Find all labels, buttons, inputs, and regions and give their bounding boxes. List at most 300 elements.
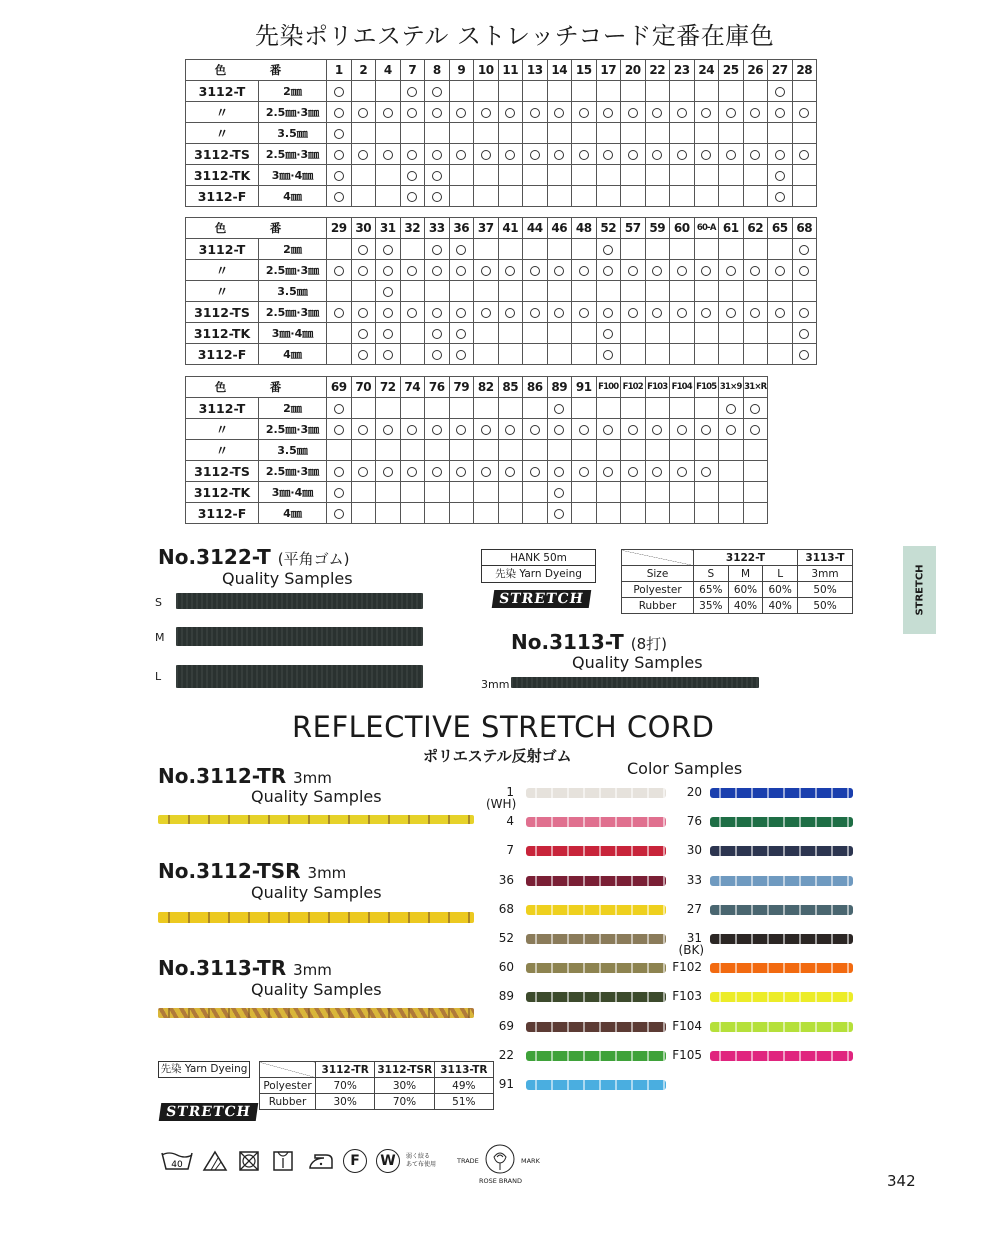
in-stock-mark bbox=[383, 350, 393, 360]
stock-cell bbox=[351, 344, 376, 365]
stock-cell bbox=[351, 503, 376, 524]
in-stock-mark bbox=[432, 350, 442, 360]
stock-cell bbox=[498, 186, 523, 207]
stock-cell bbox=[449, 461, 474, 482]
in-stock-mark bbox=[799, 308, 809, 318]
in-stock-mark bbox=[432, 108, 442, 118]
stock-cell bbox=[743, 482, 768, 503]
stock-cell bbox=[523, 461, 548, 482]
table-row bbox=[186, 165, 817, 186]
color-code-label: F103 bbox=[672, 989, 702, 1004]
spec-poly: 60% bbox=[728, 582, 763, 598]
stock-cell bbox=[547, 440, 572, 461]
stock-cell bbox=[547, 81, 572, 102]
stock-cell bbox=[351, 323, 376, 344]
stock-cell bbox=[768, 302, 793, 323]
product-size: 2㎜ bbox=[259, 81, 327, 102]
color-code-label: F105 bbox=[672, 1047, 702, 1062]
in-stock-mark bbox=[603, 108, 613, 118]
stock-cell bbox=[768, 165, 793, 186]
stock-cell bbox=[743, 398, 768, 419]
dryclean-f-icon: F bbox=[343, 1149, 367, 1173]
in-stock-mark bbox=[358, 329, 368, 339]
availability-table-3 bbox=[185, 376, 768, 524]
stock-cell bbox=[645, 165, 670, 186]
in-stock-mark bbox=[652, 308, 662, 318]
stock-cell bbox=[768, 144, 793, 165]
in-stock-mark bbox=[799, 266, 809, 276]
color-number: 62 bbox=[743, 218, 768, 239]
stock-cell bbox=[400, 440, 425, 461]
stock-cell bbox=[596, 302, 621, 323]
in-stock-mark bbox=[407, 192, 417, 202]
page-number: 342 bbox=[887, 1172, 916, 1190]
color-number: 31×9 bbox=[719, 377, 744, 398]
stock-cell bbox=[400, 81, 425, 102]
stock-cell bbox=[621, 398, 646, 419]
stock-cell bbox=[792, 281, 817, 302]
stock-cell bbox=[670, 81, 695, 102]
stock-cell bbox=[572, 419, 597, 440]
in-stock-mark bbox=[334, 467, 344, 477]
in-stock-mark bbox=[677, 266, 687, 276]
stock-cell bbox=[743, 81, 768, 102]
table-row bbox=[186, 323, 817, 344]
in-stock-mark bbox=[358, 108, 368, 118]
in-stock-mark bbox=[407, 171, 417, 181]
color-cord-sample bbox=[526, 1022, 666, 1032]
in-stock-mark bbox=[603, 308, 613, 318]
stock-cell bbox=[768, 281, 793, 302]
stock-cell bbox=[474, 165, 499, 186]
product-3113-size: 3mm bbox=[481, 678, 510, 691]
stock-cell bbox=[523, 281, 548, 302]
color-code-label: 69 bbox=[498, 1018, 514, 1033]
stock-cell bbox=[327, 239, 352, 260]
spec-head: 3112-TR bbox=[316, 1062, 375, 1078]
in-stock-mark bbox=[505, 108, 515, 118]
stock-cell bbox=[474, 81, 499, 102]
color-samples-label: Color Samples bbox=[627, 759, 743, 778]
color-number: 33 bbox=[425, 218, 450, 239]
color-number: 30 bbox=[351, 218, 376, 239]
stock-cell bbox=[572, 186, 597, 207]
stock-cell bbox=[376, 123, 401, 144]
stock-cell bbox=[547, 323, 572, 344]
stock-cell bbox=[474, 419, 499, 440]
stock-cell bbox=[327, 302, 352, 323]
stock-cell bbox=[474, 302, 499, 323]
stock-cell bbox=[523, 398, 548, 419]
product-code: 3112-T bbox=[186, 239, 259, 260]
stock-cell bbox=[351, 398, 376, 419]
color-code-label: 68 bbox=[498, 901, 514, 916]
care-notes: 弱く絞る あて布使用 bbox=[406, 1153, 437, 1168]
in-stock-mark bbox=[775, 266, 785, 276]
stock-cell bbox=[719, 144, 744, 165]
in-stock-mark bbox=[358, 350, 368, 360]
color-number: 27 bbox=[768, 60, 793, 81]
color-cord-sample bbox=[526, 1080, 666, 1090]
color-number: 15 bbox=[572, 60, 597, 81]
spec-poly: 70% bbox=[316, 1078, 375, 1094]
stock-cell bbox=[351, 302, 376, 323]
in-stock-mark bbox=[456, 425, 466, 435]
color-number: 11 bbox=[498, 60, 523, 81]
stock-cell bbox=[645, 344, 670, 365]
stock-cell bbox=[572, 461, 597, 482]
color-number: 79 bbox=[449, 377, 474, 398]
product-size: 4㎜ bbox=[259, 344, 327, 365]
in-stock-mark bbox=[701, 467, 711, 477]
in-stock-mark bbox=[652, 108, 662, 118]
in-stock-mark bbox=[383, 425, 393, 435]
stock-cell bbox=[596, 123, 621, 144]
yarn-dyeing-box: 先染 Yarn Dyeing bbox=[158, 1061, 250, 1078]
color-number: 69 bbox=[327, 377, 352, 398]
stock-cell bbox=[376, 260, 401, 281]
trademark-trade: TRADE bbox=[457, 1157, 479, 1165]
product-size: 3.5㎜ bbox=[259, 123, 327, 144]
stock-cell bbox=[621, 281, 646, 302]
in-stock-mark bbox=[701, 150, 711, 160]
stock-cell bbox=[449, 344, 474, 365]
stock-cell bbox=[523, 239, 548, 260]
stock-cell bbox=[694, 123, 719, 144]
stock-cell bbox=[425, 102, 450, 123]
color-number: 91 bbox=[572, 377, 597, 398]
spec-size: L bbox=[763, 566, 798, 582]
in-stock-mark bbox=[456, 108, 466, 118]
color-number: 17 bbox=[596, 60, 621, 81]
cord-sample-3112-tsr bbox=[158, 912, 474, 923]
stock-cell bbox=[498, 344, 523, 365]
stock-cell bbox=[327, 419, 352, 440]
stock-cell bbox=[523, 302, 548, 323]
color-number: 44 bbox=[523, 218, 548, 239]
stock-cell bbox=[376, 81, 401, 102]
in-stock-mark bbox=[456, 245, 466, 255]
stock-cell bbox=[768, 323, 793, 344]
stock-cell bbox=[425, 398, 450, 419]
stock-cell bbox=[743, 503, 768, 524]
stock-cell bbox=[425, 482, 450, 503]
color-number: 4 bbox=[376, 60, 401, 81]
in-stock-mark bbox=[628, 150, 638, 160]
color-code-label: 31 bbox=[686, 931, 702, 945]
color-number: 72 bbox=[376, 377, 401, 398]
table-row bbox=[186, 102, 817, 123]
stock-cell bbox=[743, 144, 768, 165]
stock-cell bbox=[694, 344, 719, 365]
product-code: 3112-T bbox=[186, 81, 259, 102]
stock-cell bbox=[498, 239, 523, 260]
color-code-sublabel: (BK) bbox=[678, 943, 704, 957]
stock-cell bbox=[645, 144, 670, 165]
product-3112-tsr-title: No.3112-TSR 3mm bbox=[158, 859, 347, 883]
stock-cell bbox=[572, 81, 597, 102]
in-stock-mark bbox=[530, 467, 540, 477]
spec-size: S bbox=[694, 566, 729, 582]
color-code-label: 30 bbox=[686, 843, 702, 858]
stock-cell bbox=[670, 482, 695, 503]
stock-cell bbox=[425, 323, 450, 344]
stock-cell bbox=[694, 440, 719, 461]
product-code: 3112-TK bbox=[186, 165, 259, 186]
color-number: 14 bbox=[547, 60, 572, 81]
stock-cell bbox=[645, 398, 670, 419]
stock-cell bbox=[425, 186, 450, 207]
in-stock-mark bbox=[456, 150, 466, 160]
stock-cell bbox=[719, 81, 744, 102]
in-stock-mark bbox=[726, 108, 736, 118]
table-row bbox=[186, 344, 817, 365]
in-stock-mark bbox=[750, 404, 760, 414]
product-size: 3㎜·4㎜ bbox=[259, 165, 327, 186]
color-cord-sample bbox=[526, 963, 666, 973]
product-code: 3112-TS bbox=[186, 144, 259, 165]
stock-cell bbox=[596, 144, 621, 165]
stock-cell bbox=[719, 398, 744, 419]
stock-cell bbox=[425, 81, 450, 102]
stock-cell bbox=[645, 503, 670, 524]
stock-cell bbox=[523, 344, 548, 365]
stock-cell bbox=[596, 281, 621, 302]
availability-table-2 bbox=[185, 217, 817, 365]
spec-poly: 49% bbox=[434, 1078, 493, 1094]
stock-cell bbox=[351, 461, 376, 482]
stock-cell bbox=[449, 419, 474, 440]
color-number: 52 bbox=[596, 218, 621, 239]
in-stock-mark bbox=[358, 467, 368, 477]
in-stock-mark bbox=[432, 192, 442, 202]
stock-cell bbox=[719, 102, 744, 123]
stock-cell bbox=[572, 102, 597, 123]
stock-cell bbox=[694, 260, 719, 281]
table-row bbox=[186, 440, 768, 461]
table-header-row bbox=[186, 377, 768, 398]
in-stock-mark bbox=[579, 467, 589, 477]
stock-cell bbox=[327, 503, 352, 524]
table-header-row bbox=[186, 60, 817, 81]
in-stock-mark bbox=[579, 425, 589, 435]
stock-cell bbox=[327, 144, 352, 165]
stock-cell bbox=[547, 165, 572, 186]
color-number: 89 bbox=[547, 377, 572, 398]
color-cord-sample bbox=[710, 963, 853, 973]
in-stock-mark bbox=[432, 150, 442, 160]
in-stock-mark bbox=[334, 108, 344, 118]
in-stock-mark bbox=[334, 425, 344, 435]
stock-cell bbox=[400, 482, 425, 503]
color-code-label: 60 bbox=[498, 960, 514, 975]
color-number: F102 bbox=[621, 377, 646, 398]
stock-cell bbox=[327, 323, 352, 344]
in-stock-mark bbox=[652, 150, 662, 160]
spec-rubber: 40% bbox=[763, 598, 798, 614]
stock-cell bbox=[645, 482, 670, 503]
in-stock-mark bbox=[701, 108, 711, 118]
color-number: 13 bbox=[523, 60, 548, 81]
color-code-label: 4 bbox=[506, 814, 514, 829]
stock-cell bbox=[743, 281, 768, 302]
stock-cell bbox=[645, 123, 670, 144]
stock-cell bbox=[449, 440, 474, 461]
product-code: 〃 bbox=[186, 419, 259, 440]
stock-cell bbox=[523, 102, 548, 123]
color-cord-sample bbox=[526, 817, 666, 827]
color-number: 37 bbox=[474, 218, 499, 239]
stock-cell bbox=[719, 239, 744, 260]
stock-cell bbox=[670, 461, 695, 482]
stock-cell bbox=[449, 81, 474, 102]
product-3113-quality-label: Quality Samples bbox=[572, 653, 703, 672]
stock-cell bbox=[474, 260, 499, 281]
spec-poly: 65% bbox=[694, 582, 729, 598]
stock-cell bbox=[547, 344, 572, 365]
in-stock-mark bbox=[505, 266, 515, 276]
stock-cell bbox=[449, 503, 474, 524]
in-stock-mark bbox=[750, 150, 760, 160]
stock-cell bbox=[449, 186, 474, 207]
stock-cell bbox=[498, 123, 523, 144]
in-stock-mark bbox=[383, 287, 393, 297]
stock-cell bbox=[474, 281, 499, 302]
stock-cell bbox=[694, 165, 719, 186]
stock-cell bbox=[645, 81, 670, 102]
stock-cell bbox=[523, 165, 548, 186]
in-stock-mark bbox=[481, 108, 491, 118]
stock-cell bbox=[792, 123, 817, 144]
color-cord-sample bbox=[710, 905, 853, 915]
stock-cell bbox=[523, 482, 548, 503]
in-stock-mark bbox=[334, 266, 344, 276]
stock-cell bbox=[719, 503, 744, 524]
color-number: 24 bbox=[694, 60, 719, 81]
iron-icon bbox=[307, 1150, 335, 1172]
in-stock-mark bbox=[775, 308, 785, 318]
spec-rubber: 70% bbox=[375, 1094, 434, 1110]
in-stock-mark bbox=[481, 308, 491, 318]
color-cord-sample bbox=[526, 992, 666, 1002]
stock-cell bbox=[768, 81, 793, 102]
in-stock-mark bbox=[628, 467, 638, 477]
stock-cell bbox=[327, 482, 352, 503]
spec-rubber: 35% bbox=[694, 598, 729, 614]
stock-cell bbox=[670, 260, 695, 281]
stock-cell bbox=[449, 102, 474, 123]
stock-cell bbox=[425, 165, 450, 186]
in-stock-mark bbox=[432, 171, 442, 181]
in-stock-mark bbox=[481, 150, 491, 160]
product-size: 2.5㎜·3㎜ bbox=[259, 144, 327, 165]
spec-poly: 60% bbox=[763, 582, 798, 598]
table-row bbox=[186, 461, 768, 482]
stock-cell bbox=[621, 323, 646, 344]
in-stock-mark bbox=[799, 245, 809, 255]
stock-cell bbox=[523, 419, 548, 440]
stock-cell bbox=[425, 344, 450, 365]
stock-cell bbox=[694, 144, 719, 165]
trademark-brand: ROSE BRAND bbox=[479, 1177, 522, 1185]
stock-cell bbox=[327, 461, 352, 482]
stock-cell bbox=[694, 503, 719, 524]
stock-cell bbox=[425, 144, 450, 165]
stock-cell bbox=[376, 302, 401, 323]
stock-cell bbox=[376, 461, 401, 482]
stock-cell bbox=[474, 144, 499, 165]
color-number: 8 bbox=[425, 60, 450, 81]
stock-cell bbox=[400, 260, 425, 281]
in-stock-mark bbox=[505, 467, 515, 477]
stock-cell bbox=[572, 323, 597, 344]
stock-cell bbox=[547, 239, 572, 260]
in-stock-mark bbox=[750, 108, 760, 118]
product-code: 〃 bbox=[186, 440, 259, 461]
in-stock-mark bbox=[677, 108, 687, 118]
in-stock-mark bbox=[358, 245, 368, 255]
color-cord-sample bbox=[710, 992, 853, 1002]
stock-cell bbox=[449, 323, 474, 344]
stock-cell bbox=[498, 302, 523, 323]
in-stock-mark bbox=[334, 192, 344, 202]
stock-cell bbox=[449, 123, 474, 144]
stock-cell bbox=[621, 503, 646, 524]
spec-rubber: 51% bbox=[434, 1094, 493, 1110]
stock-cell bbox=[523, 440, 548, 461]
color-code-label: F102 bbox=[672, 960, 702, 975]
in-stock-mark bbox=[505, 150, 515, 160]
stock-cell bbox=[645, 239, 670, 260]
stock-cell bbox=[719, 440, 744, 461]
table-row bbox=[186, 239, 817, 260]
in-stock-mark bbox=[652, 467, 662, 477]
in-stock-mark bbox=[407, 108, 417, 118]
stock-cell bbox=[547, 461, 572, 482]
in-stock-mark bbox=[726, 425, 736, 435]
in-stock-mark bbox=[456, 467, 466, 477]
in-stock-mark bbox=[726, 308, 736, 318]
color-cord-sample bbox=[710, 876, 853, 886]
color-number: 23 bbox=[670, 60, 695, 81]
stock-cell bbox=[351, 482, 376, 503]
stock-cell bbox=[670, 239, 695, 260]
in-stock-mark bbox=[579, 108, 589, 118]
stock-cell bbox=[327, 344, 352, 365]
stock-cell bbox=[376, 419, 401, 440]
in-stock-mark bbox=[554, 308, 564, 318]
in-stock-mark bbox=[652, 425, 662, 435]
in-stock-mark bbox=[383, 108, 393, 118]
in-stock-mark bbox=[554, 150, 564, 160]
in-stock-mark bbox=[334, 308, 344, 318]
stock-cell bbox=[719, 302, 744, 323]
stock-cell bbox=[743, 461, 768, 482]
product-3112-tr-title: No.3112-TR 3mm bbox=[158, 764, 332, 788]
stock-cell bbox=[743, 239, 768, 260]
stock-cell bbox=[547, 144, 572, 165]
table-row bbox=[186, 186, 817, 207]
color-number: 46 bbox=[547, 218, 572, 239]
spec-size: 3mm bbox=[798, 566, 853, 582]
stock-cell bbox=[572, 503, 597, 524]
in-stock-mark bbox=[677, 150, 687, 160]
stock-cell bbox=[694, 239, 719, 260]
page-title: 先染ポリエステル ストレッチコード定番在庫色 bbox=[255, 22, 775, 50]
stock-cell bbox=[670, 165, 695, 186]
product-code: 〃 bbox=[186, 102, 259, 123]
spec-table-bottom bbox=[259, 1061, 494, 1110]
